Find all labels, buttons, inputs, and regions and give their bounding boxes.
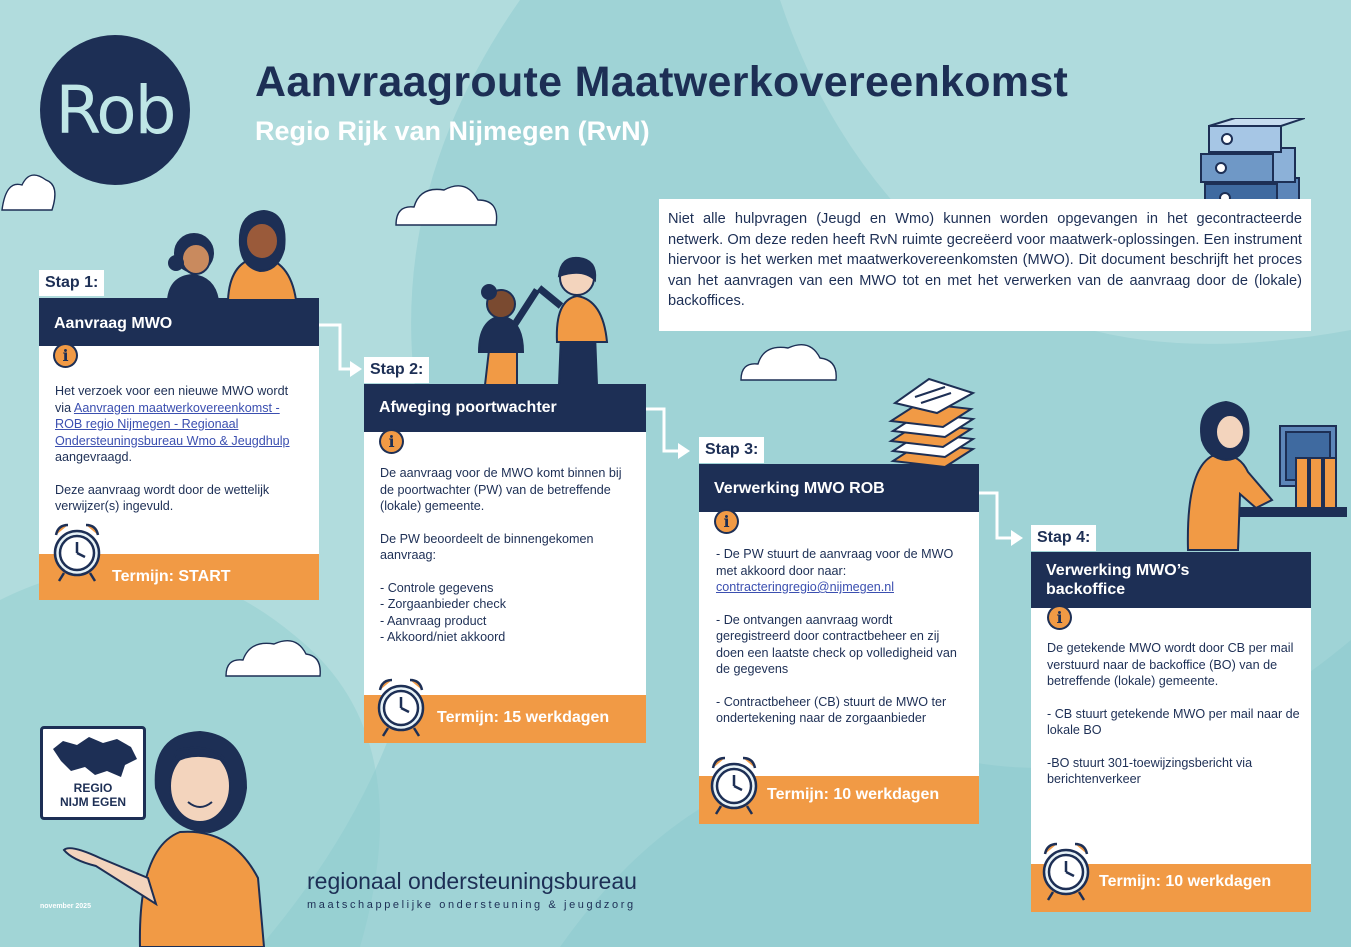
step3-title: Verwerking MWO ROB xyxy=(699,464,979,512)
alarm-clock-icon xyxy=(374,676,428,738)
step4-text-c: -BO stuurt 301-toewijzingsbericht via berichtenverkeer xyxy=(1047,755,1253,786)
page-title: Aanvraagroute Maatwerkovereenkomst xyxy=(255,58,1069,106)
step3-text-c: - Contractbeheer (CB) stuurt de MWO ter ondertekening naar de zorgaanbieder xyxy=(716,694,947,725)
step2-text-b: De PW beoordeelt de binnengekomen aanvraag: xyxy=(380,531,594,562)
presenter-illustration xyxy=(60,728,270,947)
step4-label: Stap 4: xyxy=(1031,525,1096,551)
step3-body xyxy=(716,546,968,743)
step1-request-link[interactable]: Aanvragen maatwerkovereenkomst - ROB regio Nijmegen - Regionaal Ondersteuningsbureau Wmo & Jeugdhulp xyxy=(55,400,290,448)
info-icon: i xyxy=(379,429,404,454)
document-date: november 2025 xyxy=(40,903,91,910)
high-five-illustration xyxy=(465,250,615,385)
step4-text-b: - CB stuurt getekende MWO per mail naar de lokale BO xyxy=(1047,706,1300,737)
alarm-clock-icon xyxy=(707,754,761,816)
step1-body xyxy=(55,383,307,531)
step1-text-b: aangevraagd. xyxy=(55,450,133,464)
step3-label: Stap 3: xyxy=(699,437,764,463)
intro-text: Niet alle hulpvragen (Jeugd en Wmo) kunnen worden opgevangen in het gecontracteerde netwerk. Om deze reden heeft RvN ruimte gecreëerd voor maatwerk-oplossingen. Een instrument hiervoor is het werken met maatwerkovereenkomsten (MWO). Dit document beschrijft het proces van het aanvragen van een MWO tot en met het verwerken van de aanvraag door de (lokale) backoffices. xyxy=(659,199,1311,331)
step2-title: Afweging poortwachter xyxy=(364,384,646,432)
step2-bullet: - Zorgaanbieder check xyxy=(380,597,507,611)
step3-text-b: - De ontvangen aanvraag wordt geregistreerd door contractbeheer en zij doen een laatste check op volledigheid van de gegevens xyxy=(716,612,957,676)
info-icon: i xyxy=(53,343,78,368)
step4-text-a: De getekende MWO wordt door CB per mail verstuurd naar de backoffice (BO) van de betreffende (lokale) gemeente. xyxy=(1047,641,1294,688)
region-badge-line1: REGIO xyxy=(73,781,113,795)
step4-body xyxy=(1047,640,1303,804)
step2-term-text: Termijn: 15 werkdagen xyxy=(437,709,610,726)
info-icon: i xyxy=(1047,605,1072,630)
step3-text-a: - De PW stuurt de aanvraag voor de MWO met akkoord door naar: xyxy=(716,547,954,578)
alarm-clock-icon xyxy=(50,521,104,583)
step2-bullet: - Akkoord/niet akkoord xyxy=(380,630,506,644)
logo-text: Rob xyxy=(55,71,175,149)
page-subtitle: Regio Rijk van Nijmegen (RvN) xyxy=(255,116,650,146)
step1-text-c: Deze aanvraag wordt door de wettelijk verwijzer(s) ingevuld. xyxy=(55,482,270,513)
step2-bullet: - Aanvraag product xyxy=(380,613,487,628)
step4-term-text: Termijn: 10 werkdagen xyxy=(1099,873,1272,890)
info-icon: i xyxy=(714,509,739,534)
org-name: regionaal ondersteuningsbureau xyxy=(307,868,637,894)
step4-title: Verwerking MWO’s backoffice xyxy=(1031,552,1311,608)
org-subtitle: maatschappelijke ondersteuning & jeugdzorg xyxy=(307,899,636,911)
step3-term-text: Termijn: 10 werkdagen xyxy=(767,786,940,803)
office-worker-illustration xyxy=(1182,400,1347,555)
mother-child-illustration xyxy=(160,205,300,300)
step1-title: Aanvraag MWO xyxy=(39,298,319,346)
step1-text-a: Het verzoek voor een nieuwe MWO wordt via xyxy=(55,384,289,415)
alarm-clock-icon xyxy=(1039,840,1093,902)
step2-text-a: De aanvraag voor de MWO komt binnen bij de poortwachter (PW) van de betreffende (lokale) gemeente. xyxy=(380,466,622,513)
step2-label: Stap 2: xyxy=(364,357,429,383)
step1-label: Stap 1: xyxy=(39,270,104,296)
step2-bullet: - Controle gegevens xyxy=(380,580,494,595)
step1-term-text: Termijn: START xyxy=(112,568,231,585)
step2-body xyxy=(380,465,636,646)
step3-email-link[interactable]: contracteringregio@nijmegen.nl xyxy=(716,580,894,594)
region-badge-line2: NIJM EGEN xyxy=(59,795,126,809)
paper-stack-illustration xyxy=(885,373,980,468)
